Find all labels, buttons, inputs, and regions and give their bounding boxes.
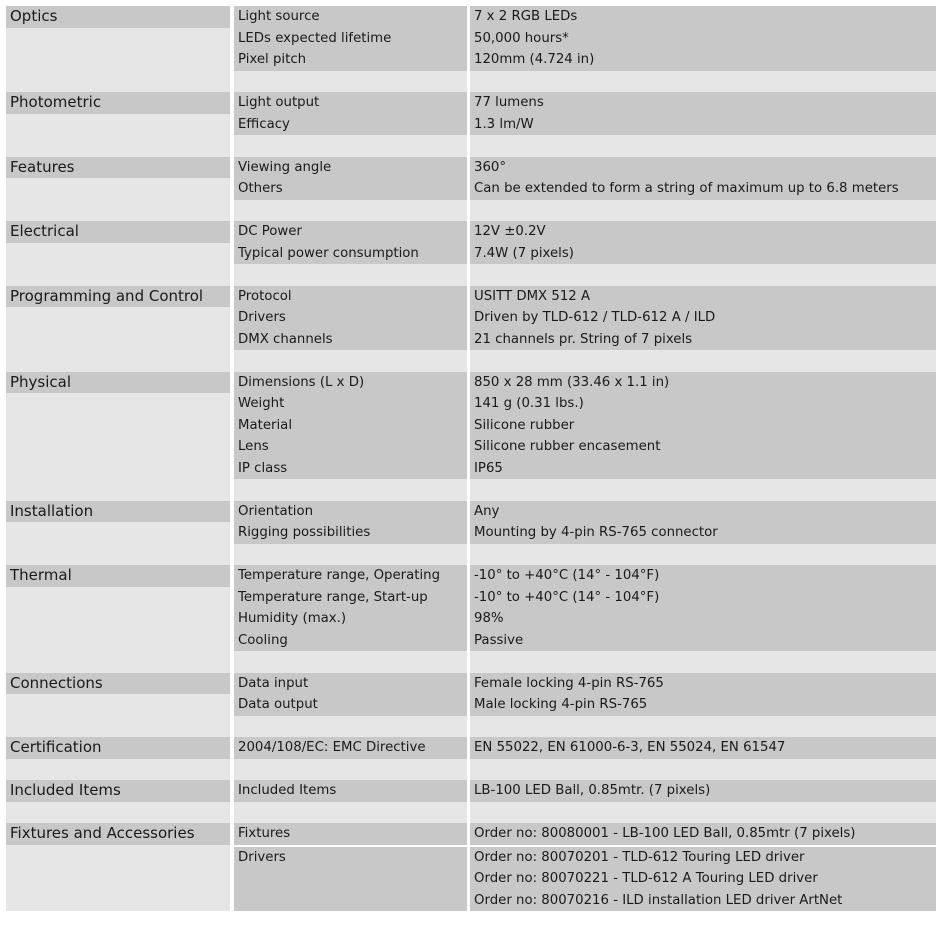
value-cell: IP65 [470, 458, 936, 480]
parameter-cell [234, 868, 467, 890]
section-heading: Optics [6, 6, 230, 28]
parameter-cell: Dimensions (L x D) [234, 372, 467, 394]
value-cell: -10° to +40°C (14° - 104°F) [470, 565, 936, 587]
section-heading: Included Items [6, 780, 230, 802]
value-cell: 1.3 lm/W [470, 114, 936, 136]
spacer-cell [6, 479, 230, 501]
parameter-cell: Others [234, 178, 467, 200]
value-cell: Silicone rubber encasement [470, 436, 936, 458]
section-heading: Programming and Control [6, 286, 230, 308]
spacer-cell [6, 350, 230, 372]
parameter-cell: Rigging possibilities [234, 522, 467, 544]
spacer-cell [234, 200, 467, 222]
section-thermal [6, 565, 936, 651]
parameter-cell: Efficacy [234, 114, 467, 136]
section-spacer [6, 802, 936, 824]
section-spacer [6, 135, 936, 157]
spacer-cell [6, 71, 230, 93]
value-cell: USITT DMX 512 A [470, 286, 936, 308]
parameter-cell: Drivers [234, 307, 467, 329]
value-cell: 21 channels pr. String of 7 pixels [470, 329, 936, 351]
section-heading: Physical [6, 372, 230, 394]
parameter-cell: Data input [234, 673, 467, 695]
parameter-cell: Orientation [234, 501, 467, 523]
parameter-cell: 2004/108/EC: EMC Directive [234, 737, 467, 759]
value-cell: 7 x 2 RGB LEDs [470, 6, 936, 28]
spacer-cell [470, 651, 936, 673]
section-heading: Features [6, 157, 230, 179]
section-features [6, 157, 936, 200]
section-heading: Fixtures and Accessories [6, 823, 230, 845]
section-heading: Installation [6, 501, 230, 523]
spacer-cell [6, 759, 230, 781]
spacer-cell [6, 716, 230, 738]
parameter-cell: Drivers [234, 847, 467, 869]
spacer-cell [6, 651, 230, 673]
spacer-cell [234, 716, 467, 738]
section-optics [6, 6, 936, 71]
parameter-cell: DC Power [234, 221, 467, 243]
section-certification [6, 737, 936, 759]
parameter-cell: IP class [234, 458, 467, 480]
section-spacer [6, 716, 936, 738]
section-physical [6, 372, 936, 480]
value-cell: Order no: 80070201 - TLD-612 Touring LED driver [470, 847, 936, 869]
section-fixtures-and-accessories [6, 823, 936, 911]
parameter-cell: Material [234, 415, 467, 437]
parameter-cell: Temperature range, Start-up [234, 587, 467, 609]
spacer-cell [234, 802, 467, 824]
spacer-cell [234, 350, 467, 372]
value-cell: 50,000 hours* [470, 28, 936, 50]
value-cell: Male locking 4-pin RS-765 [470, 694, 936, 716]
spacer-cell [234, 759, 467, 781]
value-cell: EN 55022, EN 61000-6-3, EN 55024, EN 61547 [470, 737, 936, 759]
spacer-cell [470, 350, 936, 372]
value-cell: Female locking 4-pin RS-765 [470, 673, 936, 695]
spacer-cell [6, 802, 230, 824]
parameter-cell: Pixel pitch [234, 49, 467, 71]
value-cell: 120mm (4.724 in) [470, 49, 936, 71]
spacer-cell [6, 264, 230, 286]
section-heading: Connections [6, 673, 230, 695]
value-cell: LB-100 LED Ball, 0.85mtr. (7 pixels) [470, 780, 936, 802]
spacer-cell [234, 651, 467, 673]
section-spacer [6, 200, 936, 222]
parameter-cell [234, 890, 467, 912]
section-spacer [6, 759, 936, 781]
parameter-cell: Light output [234, 92, 467, 114]
parameter-cell: Temperature range, Operating [234, 565, 467, 587]
value-cell: 98% [470, 608, 936, 630]
value-cell: Order no: 80080001 - LB-100 LED Ball, 0.85mtr (7 pixels) [470, 823, 936, 845]
spacer-cell [234, 71, 467, 93]
spec-table [6, 6, 936, 911]
parameter-cell: Cooling [234, 630, 467, 652]
value-cell: Can be extended to form a string of maximum up to 6.8 meters [470, 178, 936, 200]
parameter-cell: DMX channels [234, 329, 467, 351]
spacer-cell [470, 759, 936, 781]
value-cell: 360° [470, 157, 936, 179]
value-cell: Order no: 80070221 - TLD-612 A Touring LED driver [470, 868, 936, 890]
parameter-cell: Weight [234, 393, 467, 415]
parameter-cell: Fixtures [234, 823, 467, 845]
spacer-cell [470, 716, 936, 738]
section-spacer [6, 651, 936, 673]
section-spacer [6, 264, 936, 286]
spacer-cell [234, 544, 467, 566]
section-photometric [6, 92, 936, 135]
value-cell: 850 x 28 mm (33.46 x 1.1 in) [470, 372, 936, 394]
value-cell: 77 lumens [470, 92, 936, 114]
spacer-cell [470, 200, 936, 222]
value-cell: Any [470, 501, 936, 523]
parameter-cell: Included Items [234, 780, 467, 802]
value-cell: 7.4W (7 pixels) [470, 243, 936, 265]
section-included-items [6, 780, 936, 802]
value-cell: Silicone rubber [470, 415, 936, 437]
value-cell: 12V ±0.2V [470, 221, 936, 243]
parameter-cell: Data output [234, 694, 467, 716]
section-heading: Photometric [6, 92, 230, 114]
spacer-cell [234, 479, 467, 501]
spacer-cell [470, 544, 936, 566]
value-cell: 141 g (0.31 lbs.) [470, 393, 936, 415]
section-spacer [6, 479, 936, 501]
section-spacer [6, 350, 936, 372]
spacer-cell [470, 264, 936, 286]
section-spacer [6, 71, 936, 93]
spacer-cell [6, 135, 230, 157]
section-heading: Thermal [6, 565, 230, 587]
section-spacer [6, 544, 936, 566]
parameter-cell: Viewing angle [234, 157, 467, 179]
spacer-cell [6, 544, 230, 566]
section-heading: Certification [6, 737, 230, 759]
value-cell: Mounting by 4-pin RS-765 connector [470, 522, 936, 544]
spacer-cell [470, 71, 936, 93]
parameter-cell: Light source [234, 6, 467, 28]
value-cell: Order no: 80070216 - ILD installation LED driver ArtNet [470, 890, 936, 912]
spacer-cell [234, 264, 467, 286]
value-cell: -10° to +40°C (14° - 104°F) [470, 587, 936, 609]
spacer-cell [470, 802, 936, 824]
spacer-cell [470, 479, 936, 501]
parameter-cell: LEDs expected lifetime [234, 28, 467, 50]
section-programming-and-control [6, 286, 936, 351]
value-cell: Driven by TLD-612 / TLD-612 A / ILD [470, 307, 936, 329]
section-heading: Electrical [6, 221, 230, 243]
parameter-cell: Protocol [234, 286, 467, 308]
spacer-cell [470, 135, 936, 157]
parameter-cell: Typical power consumption [234, 243, 467, 265]
spacer-cell [234, 135, 467, 157]
value-cell: Passive [470, 630, 936, 652]
section-connections [6, 673, 936, 716]
parameter-cell: Lens [234, 436, 467, 458]
section-installation [6, 501, 936, 544]
section-electrical [6, 221, 936, 264]
parameter-cell: Humidity (max.) [234, 608, 467, 630]
spacer-cell [6, 200, 230, 222]
